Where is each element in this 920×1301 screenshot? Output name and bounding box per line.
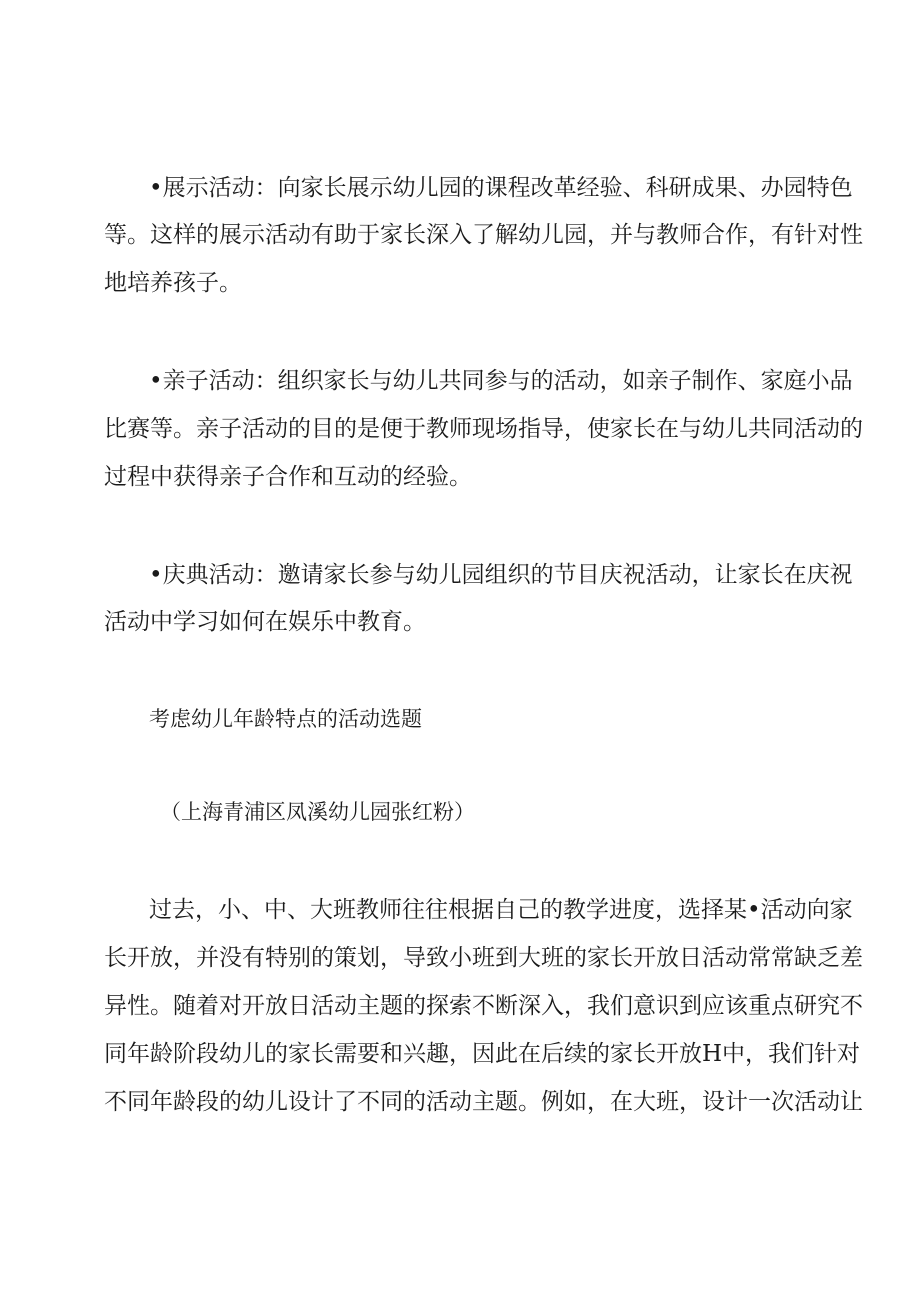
- paragraph-3-line-2: 活动中学习如何在娱乐中教育。: [104, 609, 426, 635]
- paragraph-2-line-2: 比赛等。亲子活动的目的是便于教师现场指导，使家长在与幼儿共同活动的: [104, 416, 863, 442]
- section-title: 考虑幼儿年龄特点的活动选题: [149, 707, 422, 731]
- paragraph-4-line-3: 异性。随着对开放日活动主题的探索不断深入，我们意识到应该重点研究不: [104, 993, 863, 1019]
- paragraph-1-line-2: 等。这样的展示活动有助于家长深入了解幼儿园，并与教师合作，有针对性: [104, 222, 863, 248]
- paragraph-1-line-3: 地培养孩子。: [104, 270, 242, 296]
- paragraph-2-line-3: 过程中获得亲子合作和互动的经验。: [104, 464, 472, 490]
- author-line: （上海青浦区凤溪幼儿园张红粉）: [160, 800, 475, 824]
- paragraph-1-line-1: •展示活动：向家长展示幼儿园的课程改革经验、科研成果、办园特色: [149, 175, 853, 201]
- paragraph-4-line-4: 同年龄阶段幼儿的家长需要和兴趣，因此在后续的家长开放H中，我们针对: [104, 1041, 861, 1067]
- paragraph-2-line-1: •亲子活动：组织家长与幼儿共同参与的活动，如亲子制作、家庭小品: [149, 368, 853, 394]
- paragraph-4-line-5: 不同年龄段的幼儿设计了不同的活动主题。例如，在大班，设计一次活动让: [104, 1089, 863, 1115]
- paragraph-3-line-1: •庆典活动：邀请家长参与幼儿园组织的节目庆祝活动，让家长在庆祝: [149, 562, 853, 588]
- paragraph-4-line-1: 过去，小、中、大班教师往往根据自己的教学进度，选择某•活动向家: [149, 897, 853, 923]
- paragraph-4-line-2: 长开放，并没有特别的策划，导致小班到大班的家长开放日活动常常缺乏差: [104, 945, 863, 971]
